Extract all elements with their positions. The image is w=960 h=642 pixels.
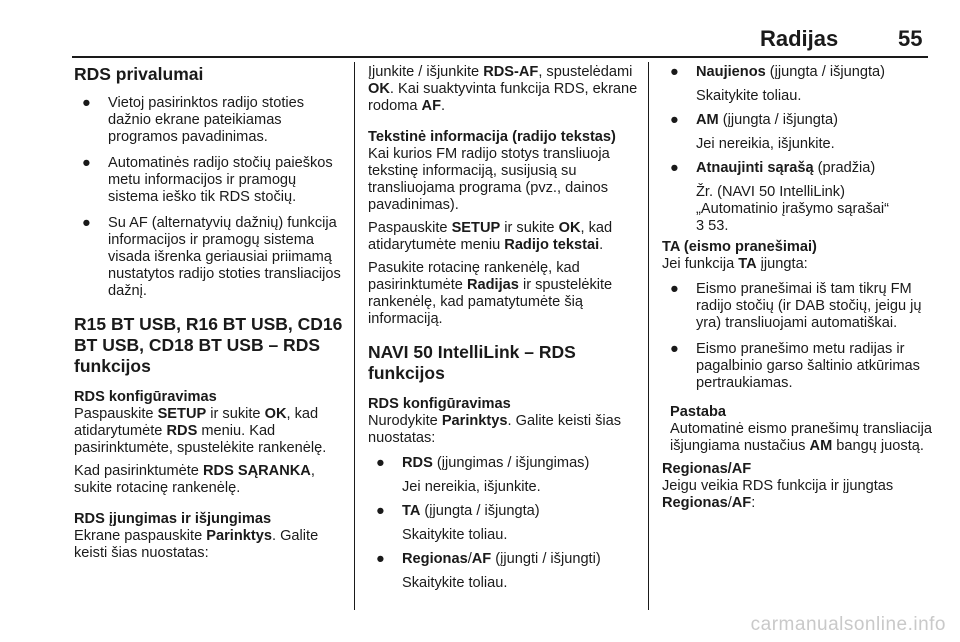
bullet-item	[662, 160, 932, 177]
paragraph: Įjunkite / išjunkite RDS-AF, spustelėdami OK. Kai suaktyvinta funkcija RDS, ekrane rodoma AF.	[368, 64, 638, 114]
watermark-text: carmanualsonline.info	[750, 614, 946, 635]
subheading-region-af: Regionas/AF	[662, 461, 752, 477]
subheading-traffic-announcements: TA (eismo pranešimai)	[662, 239, 817, 255]
bullet-icon: ●	[82, 215, 91, 231]
page-number: 55	[898, 26, 923, 51]
bullet-item	[368, 455, 638, 472]
page-header-title: Radijas	[760, 26, 839, 51]
page-reference: 3 53.	[696, 218, 729, 234]
section-heading-navi50: NAVI 50 IntelliLink – RDS funkcijos	[368, 342, 576, 383]
bullet-subtext: Skaitykite toliau.	[696, 88, 802, 104]
paragraph: Paspauskite SETUP ir sukite OK, kad atidarytumėte meniu Radijo tekstai.	[368, 220, 613, 253]
note-heading: Pastaba	[670, 404, 726, 420]
bullet-subtext: Skaitykite toliau.	[402, 575, 508, 591]
bullet-icon: ●	[82, 155, 91, 171]
section-heading-rds-benefits: RDS privalumai	[74, 64, 204, 84]
bullet-text: TA (įjungta / išjungta)	[402, 503, 540, 519]
bullet-icon: ●	[670, 112, 679, 128]
bullet-item	[662, 64, 932, 81]
bullet-text: Automatinės radijo stočių paieškos metu informacijos ir pramogų sistema ieško tik RDS stočių.	[108, 155, 333, 205]
note-text: Automatinė eismo pranešimų transliacija išjungiama nustačius AM bangų juostą.	[670, 421, 932, 454]
column-1	[74, 64, 346, 562]
column-2	[368, 64, 638, 592]
bullet-icon: ●	[376, 455, 385, 471]
bullet-icon: ●	[376, 503, 385, 519]
bullet-item	[368, 551, 638, 568]
bullet-icon: ●	[670, 64, 679, 80]
subheading-rds-config: RDS konfigūravimas	[74, 389, 217, 405]
paragraph: Nurodykite Parinktys. Galite keisti šias nuostatas:	[368, 413, 622, 446]
bullet-subtext: „Automatinio įrašymo sąrašai“	[696, 201, 890, 217]
bullet-item	[74, 215, 346, 300]
bullet-item	[74, 155, 346, 206]
header-rule	[72, 56, 928, 58]
bullet-item	[74, 95, 346, 146]
bullet-item	[368, 503, 638, 520]
bullet-text: Atnaujinti sąrašą (pradžia)	[696, 160, 876, 176]
bullet-icon: ●	[670, 160, 679, 176]
bullet-icon: ●	[82, 95, 91, 111]
bullet-item	[662, 281, 932, 332]
paragraph: Ekrane paspauskite Parinktys. Galite keisti šias nuostatas:	[74, 528, 319, 561]
bullet-text: Vietoj pasirinktos radijo stoties dažnio ekrane pateikiamas programos pavadinimas.	[108, 95, 305, 145]
bullet-text: Naujienos (įjungta / išjungta)	[696, 64, 885, 80]
bullet-text: Eismo pranešimai iš tam tikrų FM radijo stočių (ir DAB stočių, jeigu jų yra) transliuojami automatiškai.	[696, 281, 922, 331]
paragraph: Jeigu veikia RDS funkcija ir įjungtas	[662, 478, 894, 494]
bullet-icon: ●	[670, 341, 679, 357]
bullet-subtext: Žr. (NAVI 50 IntelliLink)	[696, 184, 845, 200]
bullet-item	[662, 112, 932, 129]
bullet-text: Su AF (alternatyvių dažnių) funkcija informacijos ir pramogų sistema visada išrenka geriausiai priimamą nustatytos radijo stoties transliacijos dažnį.	[108, 215, 341, 299]
note-box	[662, 404, 932, 455]
subheading-rds-onoff: RDS įjungimas ir išjungimas	[74, 511, 272, 527]
column-divider-2	[648, 62, 649, 610]
paragraph: Kad pasirinktumėte RDS SĄRANKA, sukite rotacinę rankenėlę.	[74, 463, 315, 496]
bullet-icon: ●	[670, 281, 679, 297]
bullet-text: Regionas/AF (įjungti / išjungti)	[402, 551, 601, 567]
section-heading-models: R15 BT USB, R16 BT USB, CD16 BT USB, CD18 BT USB – RDS funkcijos	[74, 314, 343, 376]
column-divider-1	[354, 62, 355, 610]
bullet-text: RDS (įjungimas / išjungimas)	[402, 455, 590, 471]
bullet-item	[662, 341, 932, 392]
bullet-subtext: Jei nereikia, išjunkite.	[696, 136, 835, 152]
paragraph: Jei funkcija TA įjungta:	[662, 256, 808, 272]
paragraph: Paspauskite SETUP ir sukite OK, kad atidarytumėte RDS meniu. Kad pasirinktumėte, spustelėkite rankenėlę.	[74, 406, 327, 456]
column-3	[662, 64, 932, 512]
bullet-subtext: Skaitykite toliau.	[402, 527, 508, 543]
bullet-subtext: Jei nereikia, išjunkite.	[402, 479, 541, 495]
bullet-text: Eismo pranešimo metu radijas ir pagalbinio garso šaltinio atkūrimas pertraukiamas.	[696, 341, 920, 391]
paragraph: Kai kurios FM radijo stotys transliuoja tekstinę informaciją, susijusią su transliuojama programa (pvz., dainos pavadinimas).	[368, 146, 610, 213]
bullet-text: AM (įjungta / išjungta)	[696, 112, 838, 128]
subheading-rds-config: RDS konfigūravimas	[368, 396, 511, 412]
bullet-icon: ●	[376, 551, 385, 567]
paragraph: Regionas/AF:	[662, 495, 756, 511]
subheading-radio-text: Tekstinė informacija (radijo tekstas)	[368, 129, 616, 145]
paragraph: Pasukite rotacinę rankenėlę, kad pasirinktumėte Radijas ir spustelėkite rankenėlę, kad pamatytumėte šią informaciją.	[368, 260, 613, 327]
